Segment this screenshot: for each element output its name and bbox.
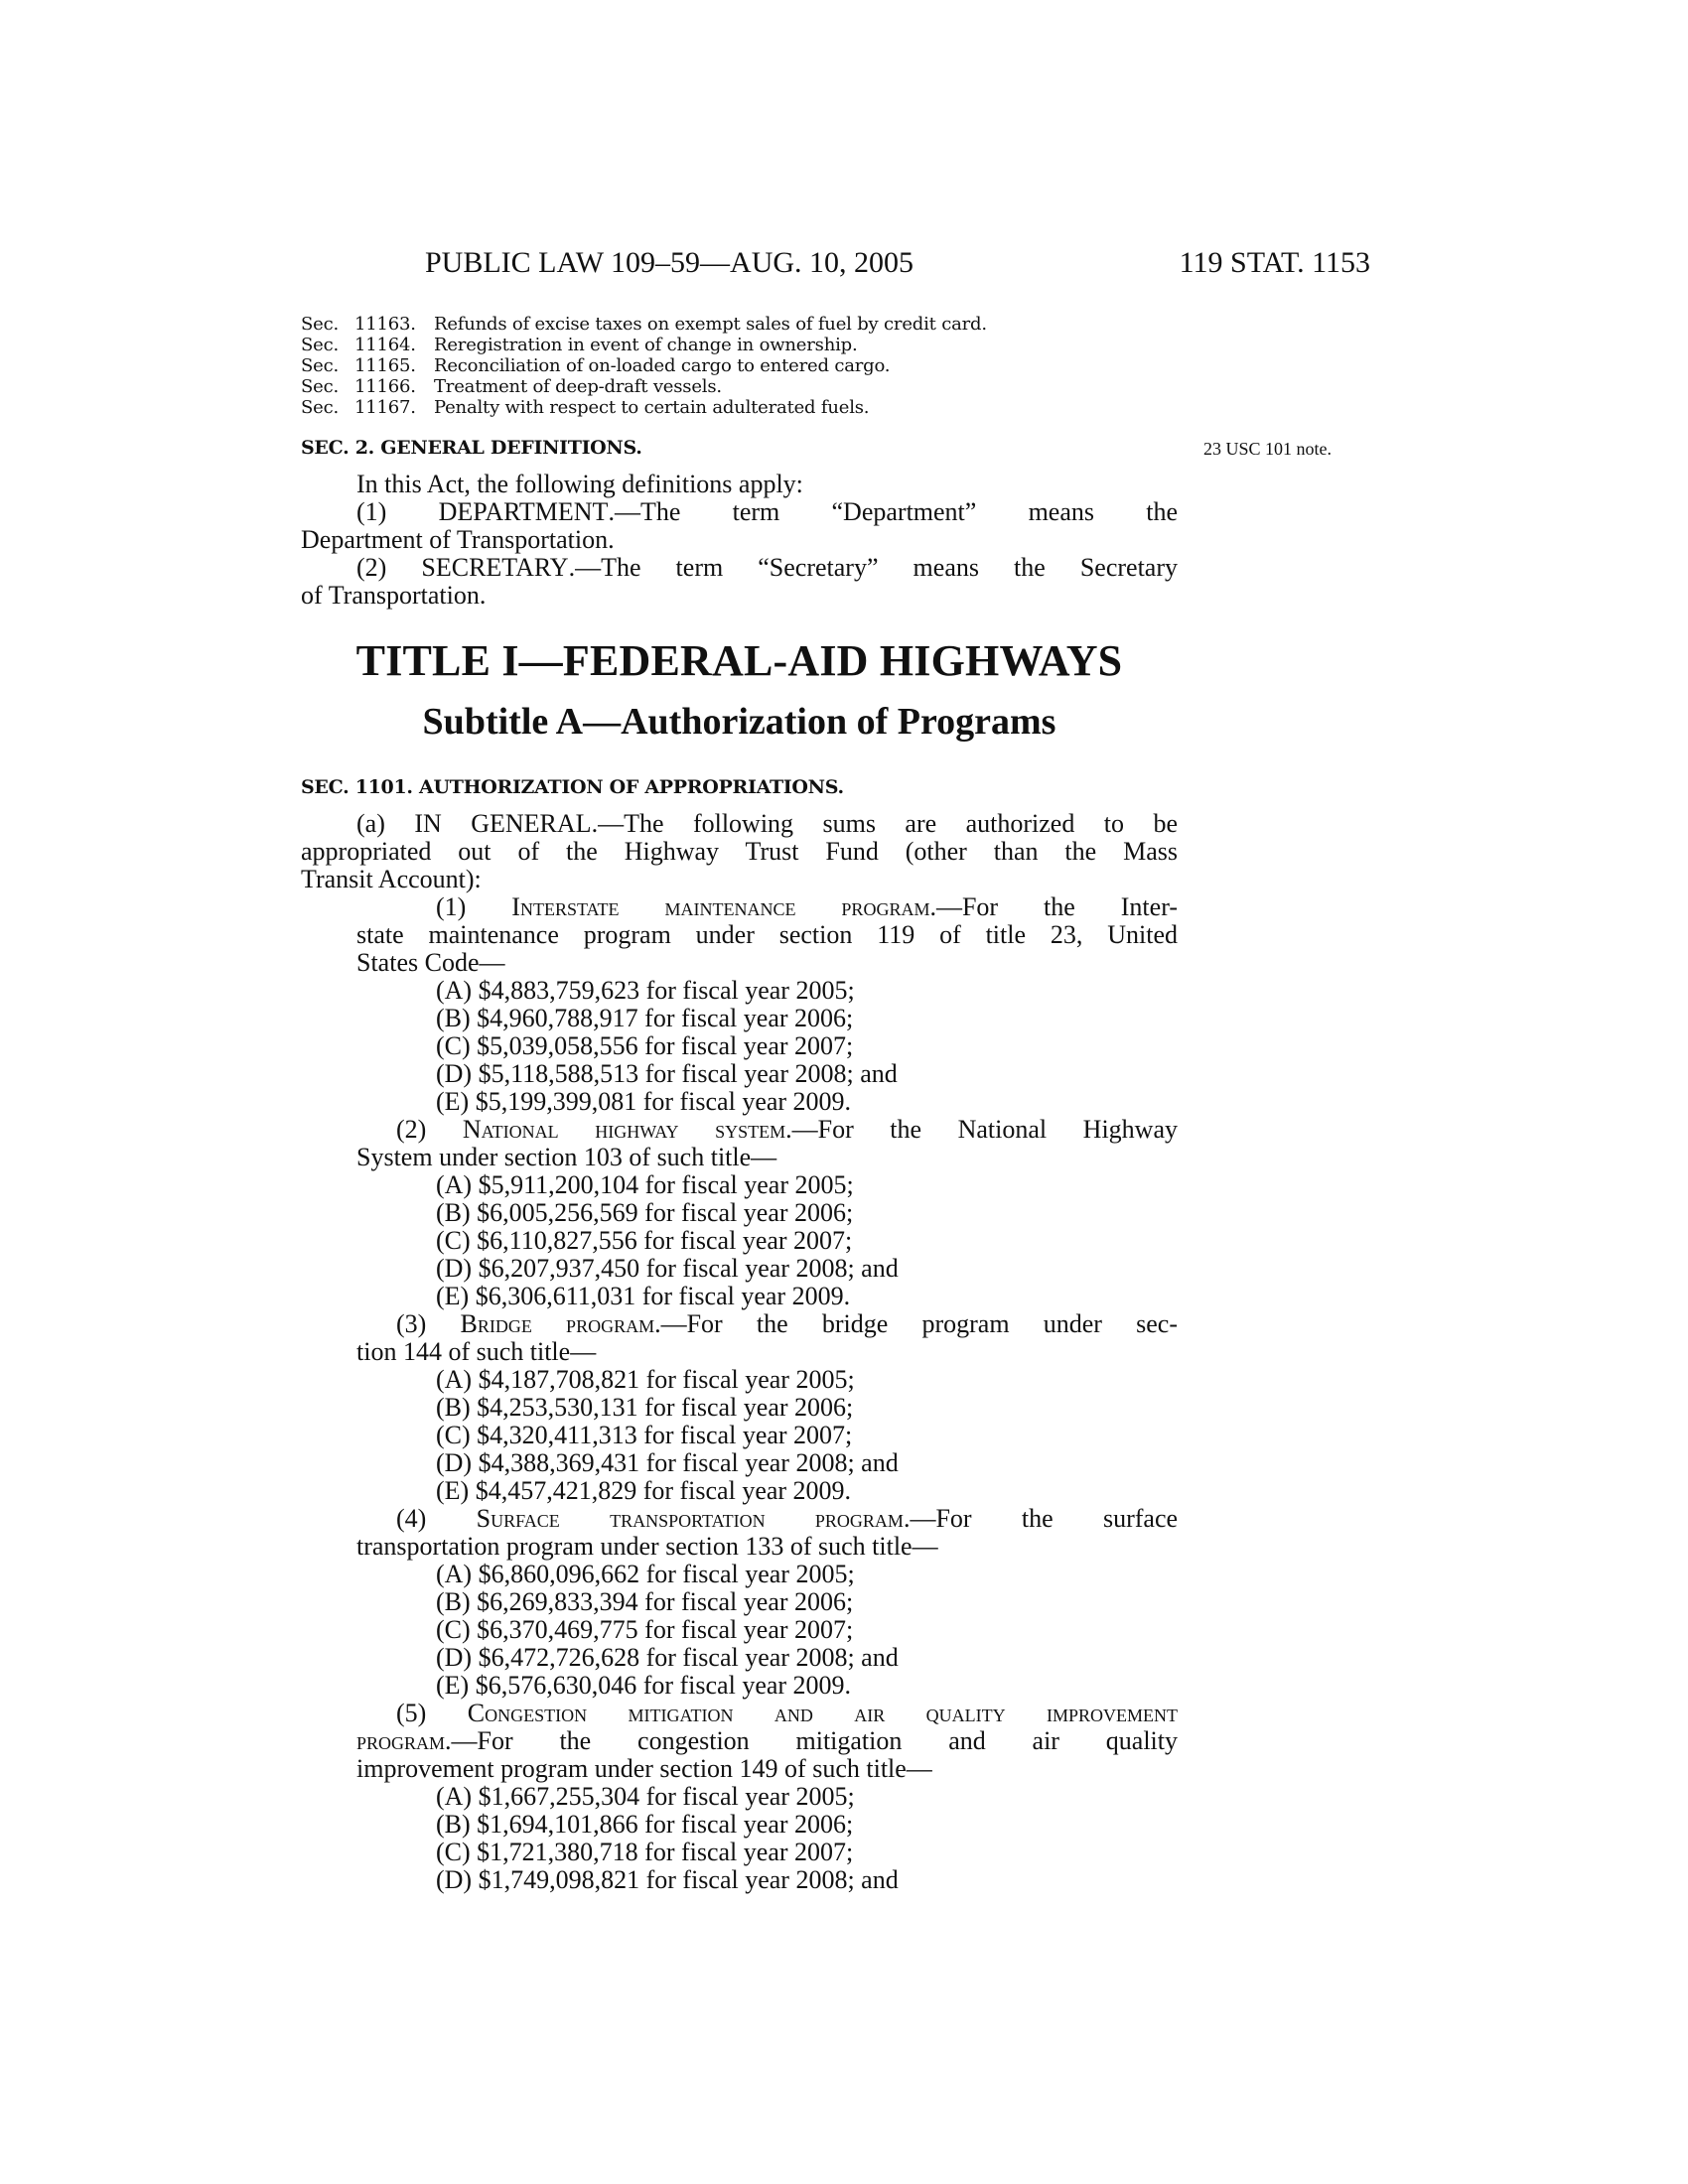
definition-number: (2)	[356, 554, 387, 582]
term-initial: D	[438, 498, 458, 526]
program-line: System under section 103 of such title—	[356, 1143, 777, 1171]
subsection-number: (a)	[356, 810, 385, 838]
appropriation-item: (C) $4,320,411,313 for fiscal year 2007;	[436, 1421, 853, 1449]
program-text: .—For the bridge program under sec-	[654, 1310, 1178, 1338]
term-rest: EPARTMENT	[457, 498, 609, 526]
appropriation-item: (A) $1,667,255,304 for fiscal year 2005;	[436, 1782, 855, 1811]
heading-rest: ENERAL	[490, 810, 592, 838]
appropriation-item: (A) $5,911,200,104 for fiscal year 2005;	[436, 1170, 854, 1199]
definition-term	[421, 554, 568, 582]
appropriation-item: (B) $6,269,833,394 for fiscal year 2006;	[436, 1587, 854, 1616]
appropriation-item: (A) $6,860,096,662 for fiscal year 2005;	[436, 1560, 855, 1588]
appropriation-item: (A) $4,187,708,821 for fiscal year 2005;	[436, 1365, 855, 1394]
sec2-heading-block	[301, 437, 1178, 459]
statutes-page-number: 119 STAT. 1153	[1179, 246, 1370, 279]
program-heading: Bridge program	[460, 1310, 655, 1338]
subsection-line: appropriated out of the Highway Trust Fund (other than the Mass	[301, 838, 1178, 866]
table-of-contents	[301, 314, 1195, 418]
definition-line	[301, 554, 1178, 582]
appropriation-item: (C) $1,721,380,718 for fiscal year 2007;	[436, 1838, 854, 1866]
program-text: .—For the National Highway	[785, 1116, 1178, 1144]
appropriation-item: (D) $6,472,726,628 for fiscal year 2008; and	[436, 1643, 899, 1672]
appropriation-item: (C) $5,039,058,556 for fiscal year 2007;	[436, 1031, 854, 1060]
toc-sec-number: 11166.	[354, 376, 416, 397]
program-number: (1)	[436, 893, 467, 921]
program-heading: National highway system	[462, 1116, 786, 1144]
margin-note: 23 USC 101 note.	[1203, 439, 1333, 459]
program-heading: Congestion mitigation and air quality improvement	[467, 1700, 1178, 1727]
subsection-heading	[414, 810, 591, 838]
appropriation-item: (E) $6,576,630,046 for fiscal year 2009.	[436, 1671, 852, 1700]
definition-line: Department of Transportation.	[301, 525, 615, 554]
appropriation-item: (D) $5,118,588,513 for fiscal year 2008; and	[436, 1059, 898, 1088]
title-heading: TITLE I—FEDERAL-AID HIGHWAYS	[355, 636, 1123, 685]
program-heading-line	[301, 893, 1178, 921]
heading-initial: I	[414, 810, 423, 838]
heading-initial: G	[471, 810, 491, 838]
toc-row	[301, 376, 1195, 397]
program-heading: Surface transportation program	[476, 1505, 904, 1533]
subtitle-heading: Subtitle A—Authorization of Programs	[422, 701, 1056, 743]
toc-row	[301, 355, 1195, 376]
appropriation-item: (B) $6,005,256,569 for fiscal year 2006;	[436, 1198, 854, 1227]
program-text: .—For the Inter-	[929, 893, 1178, 921]
program-line	[301, 1727, 1178, 1755]
definition-text: .—The term “Department” means the	[608, 498, 1178, 526]
toc-sec-number: 11165.	[354, 355, 416, 376]
appropriation-item: (E) $6,306,611,031 for fiscal year 2009.	[436, 1282, 851, 1310]
toc-sec-label: Sec.	[301, 335, 339, 355]
appropriation-item: (E) $5,199,399,081 for fiscal year 2009.	[436, 1087, 852, 1116]
appropriation-item: (D) $4,388,369,431 for fiscal year 2008; and	[436, 1448, 899, 1477]
heading-rest: N	[423, 810, 472, 838]
toc-sec-title: Reregistration in event of change in ownership.	[434, 335, 858, 355]
appropriation-item: (E) $4,457,421,829 for fiscal year 2009.	[436, 1476, 852, 1505]
toc-sec-number: 11163.	[354, 314, 416, 335]
toc-sec-label: Sec.	[301, 376, 339, 397]
program-number: (3)	[396, 1310, 427, 1338]
program-line: States Code—	[356, 948, 505, 977]
appropriation-item: (D) $1,749,098,821 for fiscal year 2008; and	[436, 1865, 899, 1894]
program-line: transportation program under section 133 of such title—	[356, 1532, 938, 1561]
appropriation-item: (B) $4,960,788,917 for fiscal year 2006;	[436, 1004, 854, 1032]
program-line: tion 144 of such title—	[356, 1337, 597, 1366]
toc-sec-label: Sec.	[301, 397, 339, 418]
program-line: improvement program under section 149 of such title—	[356, 1754, 932, 1783]
subsection-line	[301, 810, 1178, 838]
program-number: (2)	[396, 1116, 427, 1144]
section-heading: SEC. 1101. AUTHORIZATION OF APPROPRIATIONS.	[301, 776, 844, 798]
toc-sec-title: Penalty with respect to certain adulterated fuels.	[434, 397, 870, 418]
definition-number: (1)	[356, 498, 387, 526]
program-line: state maintenance program under section 119 of title 23, United	[356, 921, 1178, 949]
definition-text: .—The term “Secretary” means the Secretary	[568, 554, 1178, 582]
public-law-citation: PUBLIC LAW 109–59—AUG. 10, 2005	[425, 246, 914, 279]
appropriation-item: (B) $4,253,530,131 for fiscal year 2006;	[436, 1393, 854, 1422]
sec1101-heading-block	[301, 776, 1178, 798]
appropriation-item: (B) $1,694,101,866 for fiscal year 2006;	[436, 1810, 854, 1839]
program-text: .—For the surface	[903, 1505, 1178, 1533]
toc-row	[301, 335, 1195, 355]
program-heading-line	[301, 1505, 1178, 1533]
program-heading-line	[301, 1310, 1178, 1338]
toc-sec-title: Refunds of excise taxes on exempt sales of fuel by credit card.	[434, 314, 987, 335]
toc-row	[301, 397, 1195, 418]
definition-line: of Transportation.	[301, 581, 487, 610]
definition-line	[301, 498, 1178, 526]
appropriation-item: (D) $6,207,937,450 for fiscal year 2008; and	[436, 1254, 899, 1283]
section-heading: SEC. 2. GENERAL DEFINITIONS.	[301, 437, 642, 459]
program-heading-line	[301, 1116, 1178, 1144]
program-text: .—For the congestion mitigation and air quality	[445, 1727, 1178, 1755]
appropriation-item: (C) $6,110,827,556 for fiscal year 2007;	[436, 1226, 853, 1255]
toc-sec-number: 11164.	[354, 335, 416, 355]
toc-sec-title: Reconciliation of on-loaded cargo to entered cargo.	[434, 355, 891, 376]
program-number: (5)	[396, 1700, 427, 1727]
appropriation-item: (A) $4,883,759,623 for fiscal year 2005;	[436, 976, 855, 1005]
program-number: (4)	[396, 1505, 427, 1533]
toc-sec-title: Treatment of deep-draft vessels.	[434, 376, 722, 397]
term-initial: S	[421, 554, 436, 582]
toc-sec-number: 11167.	[354, 397, 416, 418]
program-heading: program	[356, 1727, 446, 1755]
term-rest: ECRETARY	[435, 554, 569, 582]
definition-term	[439, 498, 609, 526]
toc-sec-label: Sec.	[301, 355, 339, 376]
sec2-body	[301, 471, 1178, 610]
running-head	[301, 246, 1370, 290]
subsection-text: .—The following sums are authorized to be	[591, 810, 1178, 838]
program-heading-line	[301, 1700, 1178, 1727]
subsection-line: Transit Account):	[301, 865, 482, 893]
toc-row	[301, 314, 1195, 335]
sec1101-body	[301, 810, 1178, 1894]
appropriation-item: (C) $6,370,469,775 for fiscal year 2007;	[436, 1615, 854, 1644]
program-heading: Interstate maintenance program	[511, 893, 930, 921]
toc-sec-label: Sec.	[301, 314, 339, 335]
paragraph-intro: In this Act, the following definitions apply:	[356, 470, 803, 498]
